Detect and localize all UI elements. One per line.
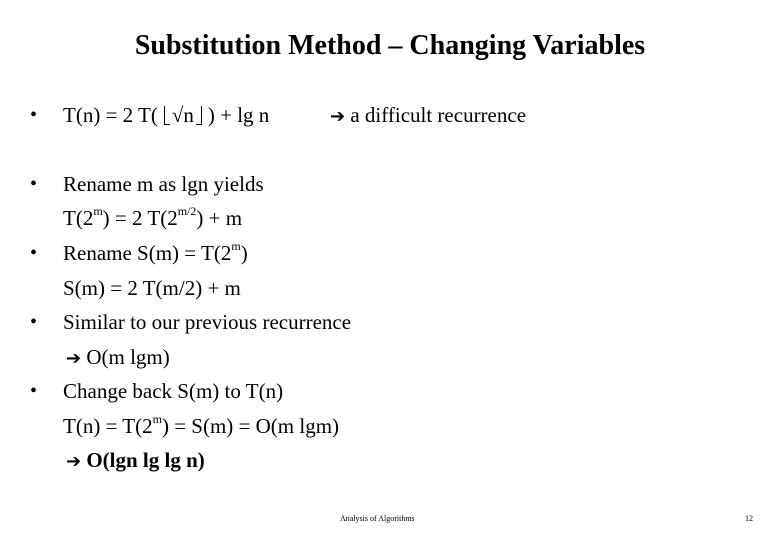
sqrt-n: √n xyxy=(171,103,194,127)
eq-part: T(n) = T(2 xyxy=(63,414,153,438)
similar-text: Similar to our previous recurrence xyxy=(63,310,352,334)
bullet-dot: • xyxy=(30,104,38,126)
difficult-note-text: a difficult recurrence xyxy=(350,103,527,127)
bullet-dot: • xyxy=(30,173,38,195)
rename-m-text: Rename m as lgn yields xyxy=(63,172,264,196)
final-result xyxy=(66,447,205,475)
page-number: 12 xyxy=(745,514,753,523)
change-back-equation xyxy=(63,413,339,439)
eq-superscript: m/2 xyxy=(177,204,197,218)
right-arrow-icon: ➔ xyxy=(330,106,346,127)
similar-result xyxy=(66,344,170,372)
eq-part: T(2 xyxy=(63,206,94,230)
eq-superscript: m xyxy=(231,239,241,253)
eq-superscript: m xyxy=(152,412,162,426)
right-arrow-icon: ➔ xyxy=(66,348,82,369)
similar-result-text: O(m lgm) xyxy=(86,345,170,369)
eq-part: Rename S(m) = T(2 xyxy=(63,241,232,265)
final-result-text: O(lgn lg lg n) xyxy=(86,448,205,472)
rename-s-text xyxy=(63,240,248,266)
bullet-dot: • xyxy=(30,311,38,333)
eq-part: ) = S(m) = O(m lgm) xyxy=(161,414,340,438)
recurrence-prefix: T(n) = 2 T( xyxy=(63,103,158,127)
floor-right-bracket xyxy=(196,106,202,125)
eq-superscript: m xyxy=(93,204,103,218)
rename-m-equation xyxy=(63,205,242,231)
recurrence-suffix: ) + lg n xyxy=(207,103,270,127)
slide-title: Substitution Method – Changing Variables xyxy=(134,30,646,61)
bullet-dot: • xyxy=(30,380,38,402)
s-recurrence: S(m) = 2 T(m/2) + m xyxy=(63,276,241,300)
eq-part: ) xyxy=(240,241,248,265)
change-back-text: Change back S(m) to T(n) xyxy=(63,379,284,403)
floor-left-bracket xyxy=(164,106,170,125)
difficult-note xyxy=(330,102,526,130)
footer-text: Analysis of Algorithms xyxy=(340,514,415,523)
bullet-dot: • xyxy=(30,242,38,264)
eq-part: ) = 2 T(2 xyxy=(102,206,178,230)
right-arrow-icon: ➔ xyxy=(66,451,82,472)
eq-part: ) + m xyxy=(196,206,243,230)
recurrence-line xyxy=(63,102,269,128)
